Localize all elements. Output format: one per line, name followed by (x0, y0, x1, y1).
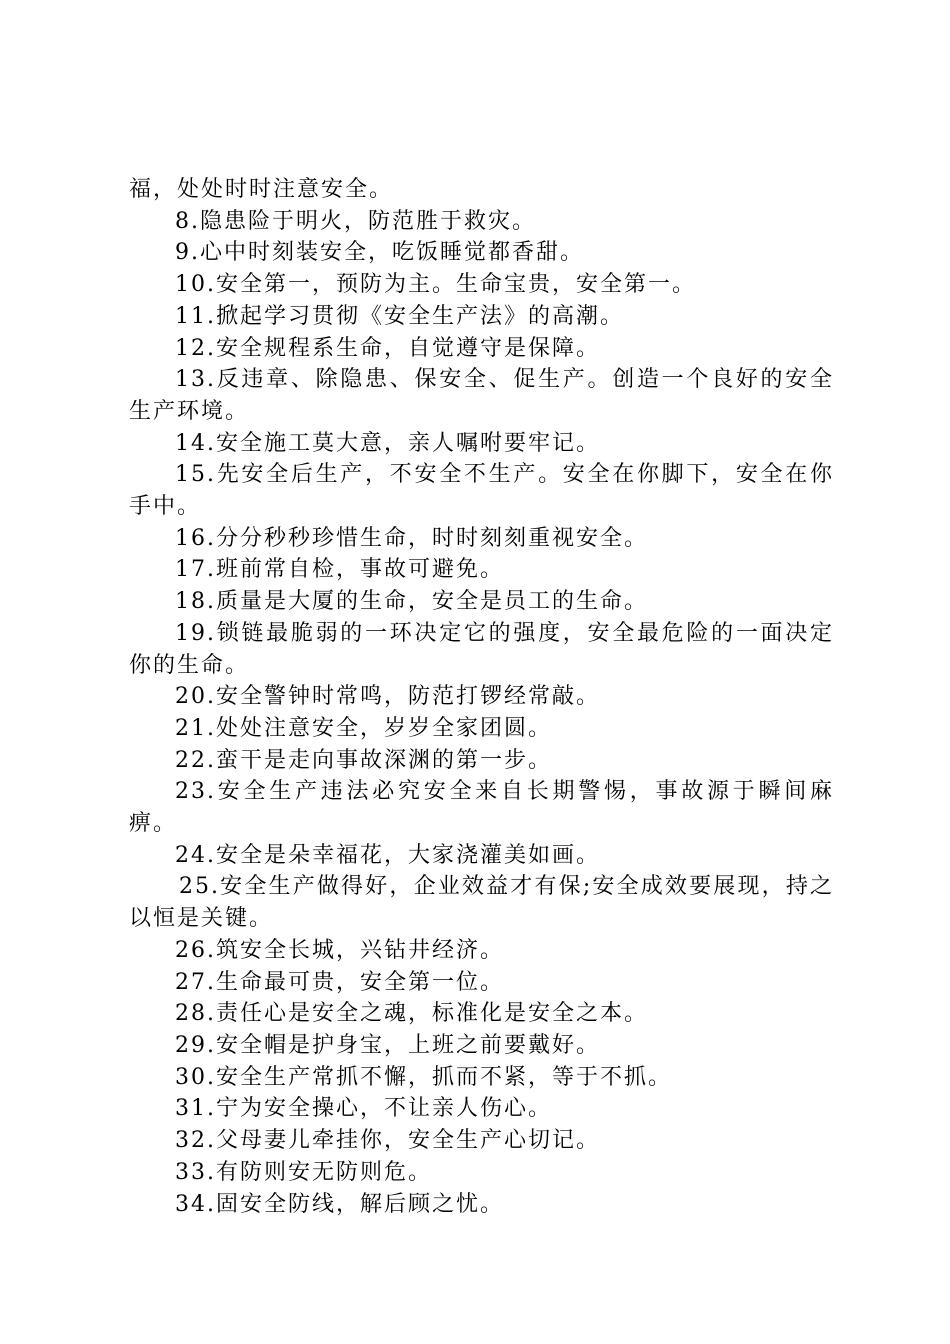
slogan-item-30: 30.安全生产常抓不懈，抓而不紧，等于不抓。 (175, 1064, 672, 1090)
slogan-item-11: 11.掀起学习贯彻《安全生产法》的高潮。 (175, 303, 624, 329)
slogan-item-26: 26.筑安全长城，兴钻井经济。 (175, 937, 504, 963)
slogan-item-19: 19.锁链最脆弱的一环决定它的强度，安全最危险的一面决定你的生命。 (129, 620, 834, 678)
slogan-item-8: 8.隐患险于明火，防范胜于救灾。 (175, 208, 536, 234)
slogan-item-24: 24.安全是朵幸福花，大家浇灌美如画。 (175, 842, 600, 868)
slogan-item-25: 25.安全生产做得好，企业效益才有保;安全成效要展现，持之以恒是关键。 (129, 874, 834, 932)
slogan-item-33: 33.有防则安无防则危。 (175, 1159, 432, 1185)
paragraph-continuation: 福，处处时时注意安全。 (129, 177, 394, 202)
slogan-item-20: 20.安全警钟时常鸣，防范打锣经常敲。 (175, 684, 600, 710)
slogan-item-27: 27.生命最可贵，安全第一位。 (175, 969, 504, 995)
document-body (129, 174, 834, 1220)
slogan-item-29: 29.安全帽是护身宝，上班之前要戴好。 (175, 1032, 600, 1058)
slogan-item-28: 28.责任心是安全之魂，标准化是安全之本。 (175, 1001, 648, 1027)
slogan-item-21: 21.处处注意安全，岁岁全家团圆。 (175, 715, 552, 741)
slogan-item-14: 14.安全施工莫大意，亲人嘱咐要牢记。 (175, 430, 600, 456)
slogan-item-13: 13.反违章、除隐患、保安全、促生产。创造一个良好的安全生产环境。 (129, 367, 834, 424)
slogan-item-34: 34.固安全防线，解后顾之忧。 (175, 1191, 504, 1217)
slogan-item-10: 10.安全第一，预防为主。生命宝贵，安全第一。 (175, 272, 696, 298)
slogan-item-12: 12.安全规程系生命，自觉遵守是保障。 (175, 335, 600, 361)
slogan-item-31: 31.宁为安全操心，不让亲人伤心。 (175, 1096, 552, 1122)
slogan-item-15: 15.先安全后生产，不安全不生产。安全在你脚下，安全在你手中。 (129, 462, 834, 520)
slogan-item-9: 9.心中时刻装安全，吃饭睡觉都香甜。 (175, 240, 584, 266)
slogan-item-32: 32.父母妻儿牵挂你，安全生产心切记。 (175, 1128, 600, 1154)
slogan-item-18: 18.质量是大厦的生命，安全是员工的生命。 (175, 589, 648, 615)
slogan-item-17: 17.班前常自检，事故可避免。 (175, 557, 504, 583)
slogan-item-16: 16.分分秒秒珍惜生命，时时刻刻重视安全。 (175, 525, 648, 551)
slogan-item-22: 22.蛮干是走向事故深渊的第一步。 (175, 747, 552, 773)
slogan-item-23: 23.安全生产违法必究安全来自长期警惕，事故源于瞬间麻痹。 (129, 779, 834, 837)
